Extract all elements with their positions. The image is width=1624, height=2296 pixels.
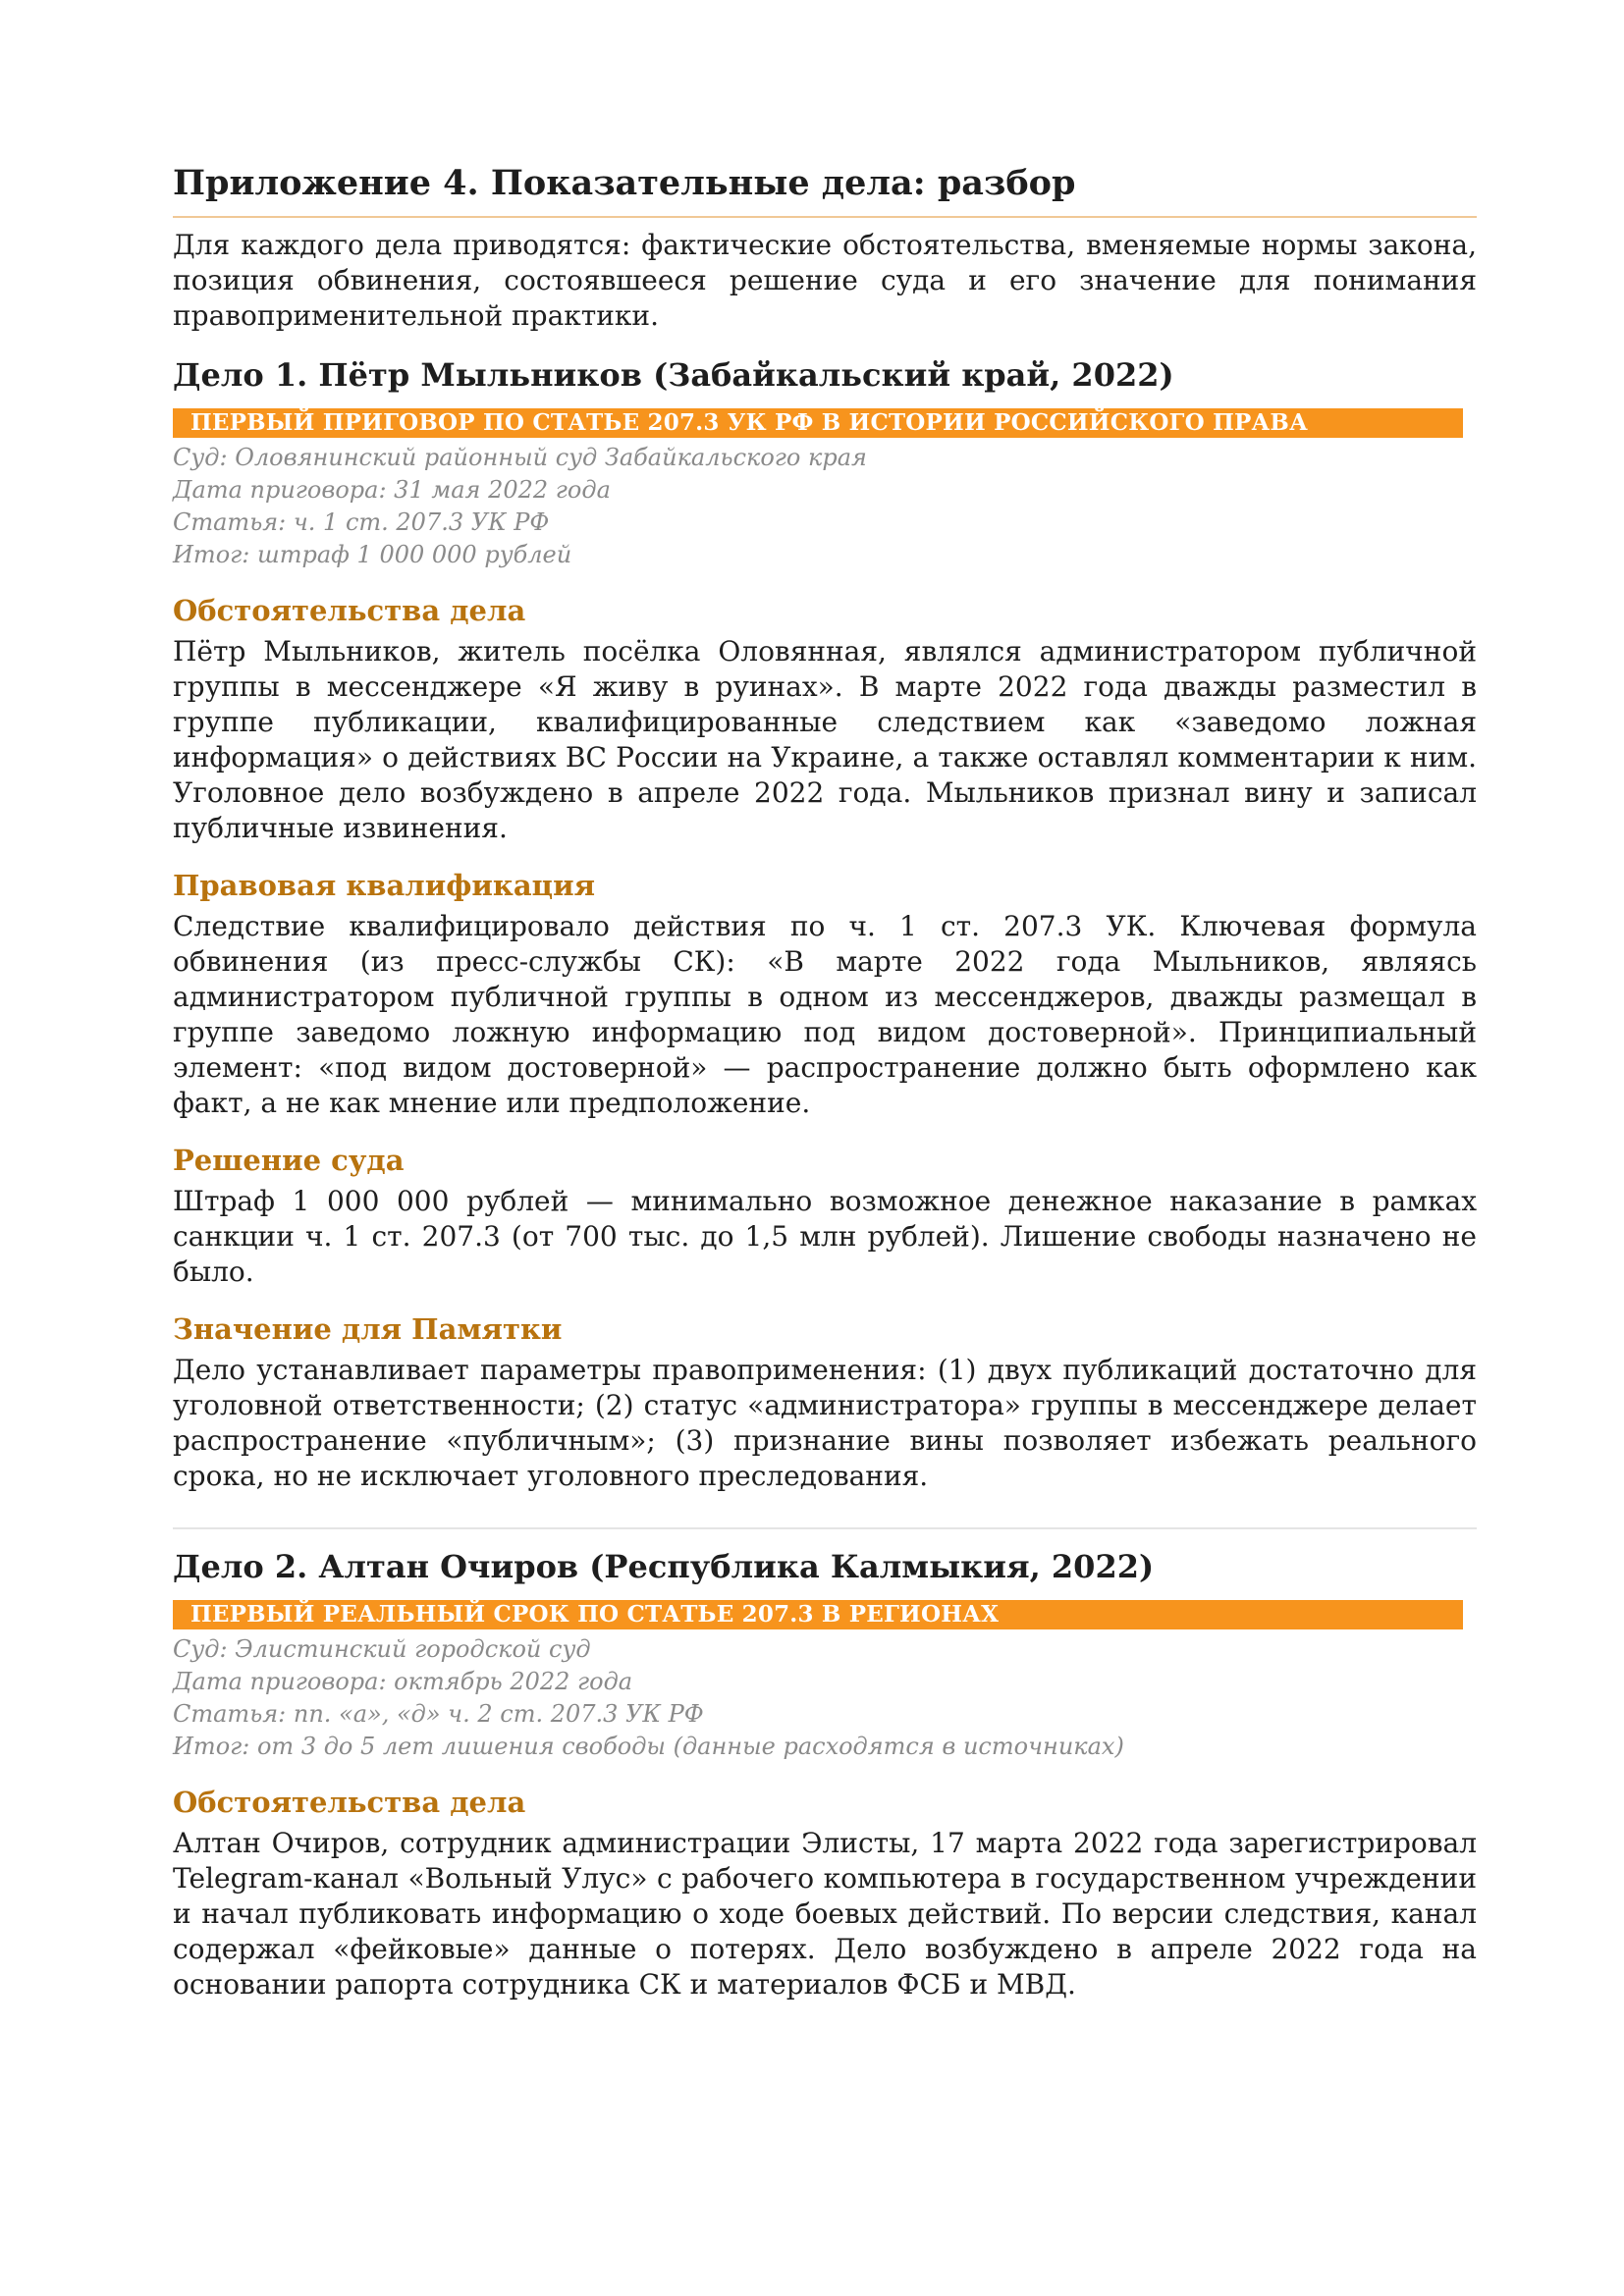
case-2-outcome: Итог: от 3 до 5 лет лишения свободы (данные расходятся в источниках) <box>173 1733 1124 1760</box>
case-1-article: Статья: ч. 1 ст. 207.3 УК РФ <box>173 508 550 536</box>
case-1-significance-heading: Значение для Памятки <box>173 1312 563 1346</box>
case-1-court: Суд: Оловянинский районный суд Забайкальского края <box>173 444 867 471</box>
case-1 <box>173 355 1477 1494</box>
case-1-verdict-heading: Решение суда <box>173 1144 405 1177</box>
case-2 <box>173 1547 1477 2002</box>
case-1-title: Дело 1. Пётр Мыльников (Забайкальский край, 2022) <box>173 356 1174 394</box>
case-2-banner: ПЕРВЫЙ РЕАЛЬНЫЙ СРОК ПО СТАТЬЕ 207.3 В РЕГИОНАХ <box>173 1600 1463 1629</box>
case-1-significance-text: Дело устанавливает параметры правоприменения: (1) двух публикаций достаточно для уголовной ответственности; (2) статус «администратора» группы в мессенджере делает распространение «публичным»; (3) признание вины позволяет избежать реального срока, но не исключает уголовного преследования. <box>173 1354 1477 1492</box>
case-divider <box>173 1527 1477 1529</box>
case-1-date: Дата приговора: 31 мая 2022 года <box>173 476 611 504</box>
case-1-circumstances-heading: Обстоятельства дела <box>173 594 526 627</box>
case-1-outcome: Итог: штраф 1 000 000 рублей <box>173 541 572 568</box>
case-2-circumstances-heading: Обстоятельства дела <box>173 1786 526 1819</box>
case-1-meta <box>173 442 1477 571</box>
appendix-title: Приложение 4. Показательные дела: разбор <box>173 163 1477 218</box>
case-1-banner: ПЕРВЫЙ ПРИГОВОР ПО СТАТЬЕ 207.3 УК РФ В ИСТОРИИ РОССИЙСКОГО ПРАВА <box>173 408 1463 438</box>
case-1-qualification-text: Следствие квалифицировало действия по ч. 1 ст. 207.3 УК. Ключевая формула обвинения (из пресс-службы СК): «В марте 2022 года Мыльников, являясь администратором публичной группы в одном из мессенджеров, дважды размещал в группе заведомо ложную информацию под видом достоверной». Принципиальный элемент: «под видом достоверной» — распространение должно быть оформлено как факт, а не как мнение или предположение. <box>173 910 1477 1119</box>
case-2-court: Суд: Элистинский городской суд <box>173 1635 591 1663</box>
case-1-verdict-text: Штраф 1 000 000 рублей — минимально возможное денежное наказание в рамках санкции ч. 1 ст. 207.3 (от 700 тыс. до 1,5 млн рублей). Лишение свободы назначено не было. <box>173 1185 1477 1288</box>
document-page <box>173 163 1477 2002</box>
intro-paragraph: Для каждого дела приводятся: фактические обстоятельства, вменяемые нормы закона, позиция обвинения, состоявшееся решение суда и его значение для понимания правоприменительной практики. <box>173 229 1477 332</box>
case-2-date: Дата приговора: октябрь 2022 года <box>173 1668 633 1695</box>
case-2-article: Статья: пп. «а», «д» ч. 2 ст. 207.3 УК РФ <box>173 1700 704 1728</box>
case-2-meta <box>173 1633 1477 1763</box>
case-1-qualification-heading: Правовая квалификация <box>173 869 596 902</box>
case-1-circumstances-text: Пётр Мыльников, житель посёлка Оловянная, являлся администратором публичной группы в мессенджере «Я живу в руинах». В марте 2022 года дважды разместил в группе публикации, квалифицированные следствием как «заведомо ложная информация» о действиях ВС России на Украине, а также оставлял комментарии к ним. Уголовное дело возбуждено в апреле 2022 года. Мыльников признал вину и записал публичные извинения. <box>173 635 1477 844</box>
case-2-circumstances-text: Алтан Очиров, сотрудник администрации Элисты, 17 марта 2022 года зарегистрировал Telegram-канал «Вольный Улус» с рабочего компьютера в государственном учреждении и начал публиковать информацию о ходе боевых действий. По версии следствия, канал содержал «фейковые» данные о потерях. Дело возбуждено в апреле 2022 года на основании рапорта сотрудника СК и материалов ФСБ и МВД. <box>173 1827 1477 2001</box>
case-2-title: Дело 2. Алтан Очиров (Республика Калмыкия, 2022) <box>173 1548 1155 1585</box>
